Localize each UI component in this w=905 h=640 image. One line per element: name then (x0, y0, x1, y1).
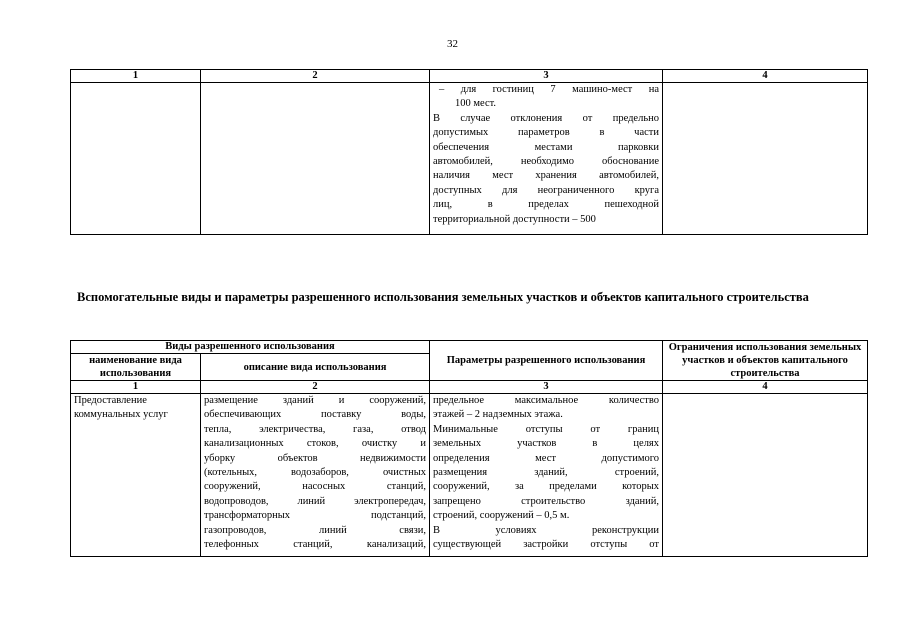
section-heading: Вспомогательные виды и параметры разрешенного использования земельных участков и объектов капитального строительства (77, 290, 809, 304)
text-line: строений, сооружений – 0,5 м. (433, 510, 570, 522)
text-line: допустимых параметров в части (433, 127, 659, 139)
text-line: обеспечивающих поставку воды, (204, 409, 427, 421)
table-row (71, 394, 868, 557)
text-line: Предоставление (74, 395, 147, 406)
text-line: тепла, электричества, газа, отвод (204, 423, 427, 435)
col-num-1: 1 (71, 381, 201, 394)
text-line: трансформаторных подстанций, (204, 510, 427, 522)
continued-table (70, 69, 868, 235)
text-line: лиц, в пределах пешеходной (433, 199, 659, 211)
parking-requirements-cell (430, 83, 663, 235)
cell-empty (663, 83, 868, 235)
col2-header: описание вида использования (201, 354, 430, 381)
text-line: 100 мест. (455, 98, 497, 110)
text-line: этажей – 2 надземных этажа. (433, 409, 563, 421)
text-line: определения мест допустимого (433, 452, 660, 464)
table-number-row (71, 381, 868, 394)
use-name-cell (71, 394, 201, 557)
col-num-1: 1 (71, 70, 201, 83)
text-line: наличия мест хранения автомобилей, (433, 170, 659, 182)
cell-empty (201, 83, 430, 235)
text-line: уборку объектов недвижимости (204, 452, 427, 464)
page-number: 32 (447, 38, 458, 50)
table-header-row (71, 341, 868, 354)
col-num-3: 3 (430, 381, 663, 394)
text-line: земельных участков в целях (433, 438, 660, 450)
text-line: предельное максимальное количество (433, 395, 660, 406)
col-num-2: 2 (201, 381, 430, 394)
text-line: автомобилей, необходимо обоснование (433, 156, 659, 168)
text-line: доступных для неограниченного круга (433, 184, 659, 196)
group-header: Виды разрешенного использования (71, 341, 430, 354)
text-line: сооружений, насосных станций, (204, 481, 427, 493)
text-line: (котельных, водозаборов, очистных (204, 467, 427, 479)
cell-empty (663, 394, 868, 557)
text-line: сооружений, за пределами которых (433, 481, 660, 493)
text-line: В случае отклонения от предельно (433, 112, 659, 124)
text-line: канализационных стоков, очистку и (204, 438, 427, 450)
use-description-cell (201, 394, 430, 557)
text-line: – для гостиниц 7 машино-мест на (439, 84, 659, 95)
text-line: водопроводов, линий электропередач, (204, 495, 427, 507)
text-line: коммунальных услуг (74, 409, 168, 421)
col-num-2: 2 (201, 70, 430, 83)
table-number-row (71, 70, 868, 83)
text-line: запрещено строительство зданий, (433, 495, 660, 507)
text-line: В условиях реконструкции (433, 524, 660, 536)
text-line: телефонных станций, канализаций, (204, 539, 427, 551)
auxiliary-uses-table (70, 340, 868, 557)
text-line: обеспечения местами парковки (433, 141, 659, 153)
text-line: размещения зданий, строений, (433, 467, 660, 479)
text-line: территориальной доступности – 500 (433, 213, 596, 225)
col4-header: Ограничения использования земельных участков и объектов капитального строительства (663, 341, 868, 381)
col-num-3: 3 (430, 70, 663, 83)
col-num-4: 4 (663, 70, 868, 83)
col1-header: наименование вида использования (71, 354, 201, 381)
table-row (71, 83, 868, 235)
text-line: размещение зданий и сооружений, (204, 395, 427, 406)
parameters-cell (430, 394, 663, 557)
text-line: Минимальные отступы от границ (433, 423, 660, 435)
col3-header: Параметры разрешенного использования (430, 341, 663, 381)
col-num-4: 4 (663, 381, 868, 394)
text-line: газопроводов, линий связи, (204, 524, 427, 536)
text-line: существующей застройки отступы от (433, 539, 660, 551)
cell-empty (71, 83, 201, 235)
